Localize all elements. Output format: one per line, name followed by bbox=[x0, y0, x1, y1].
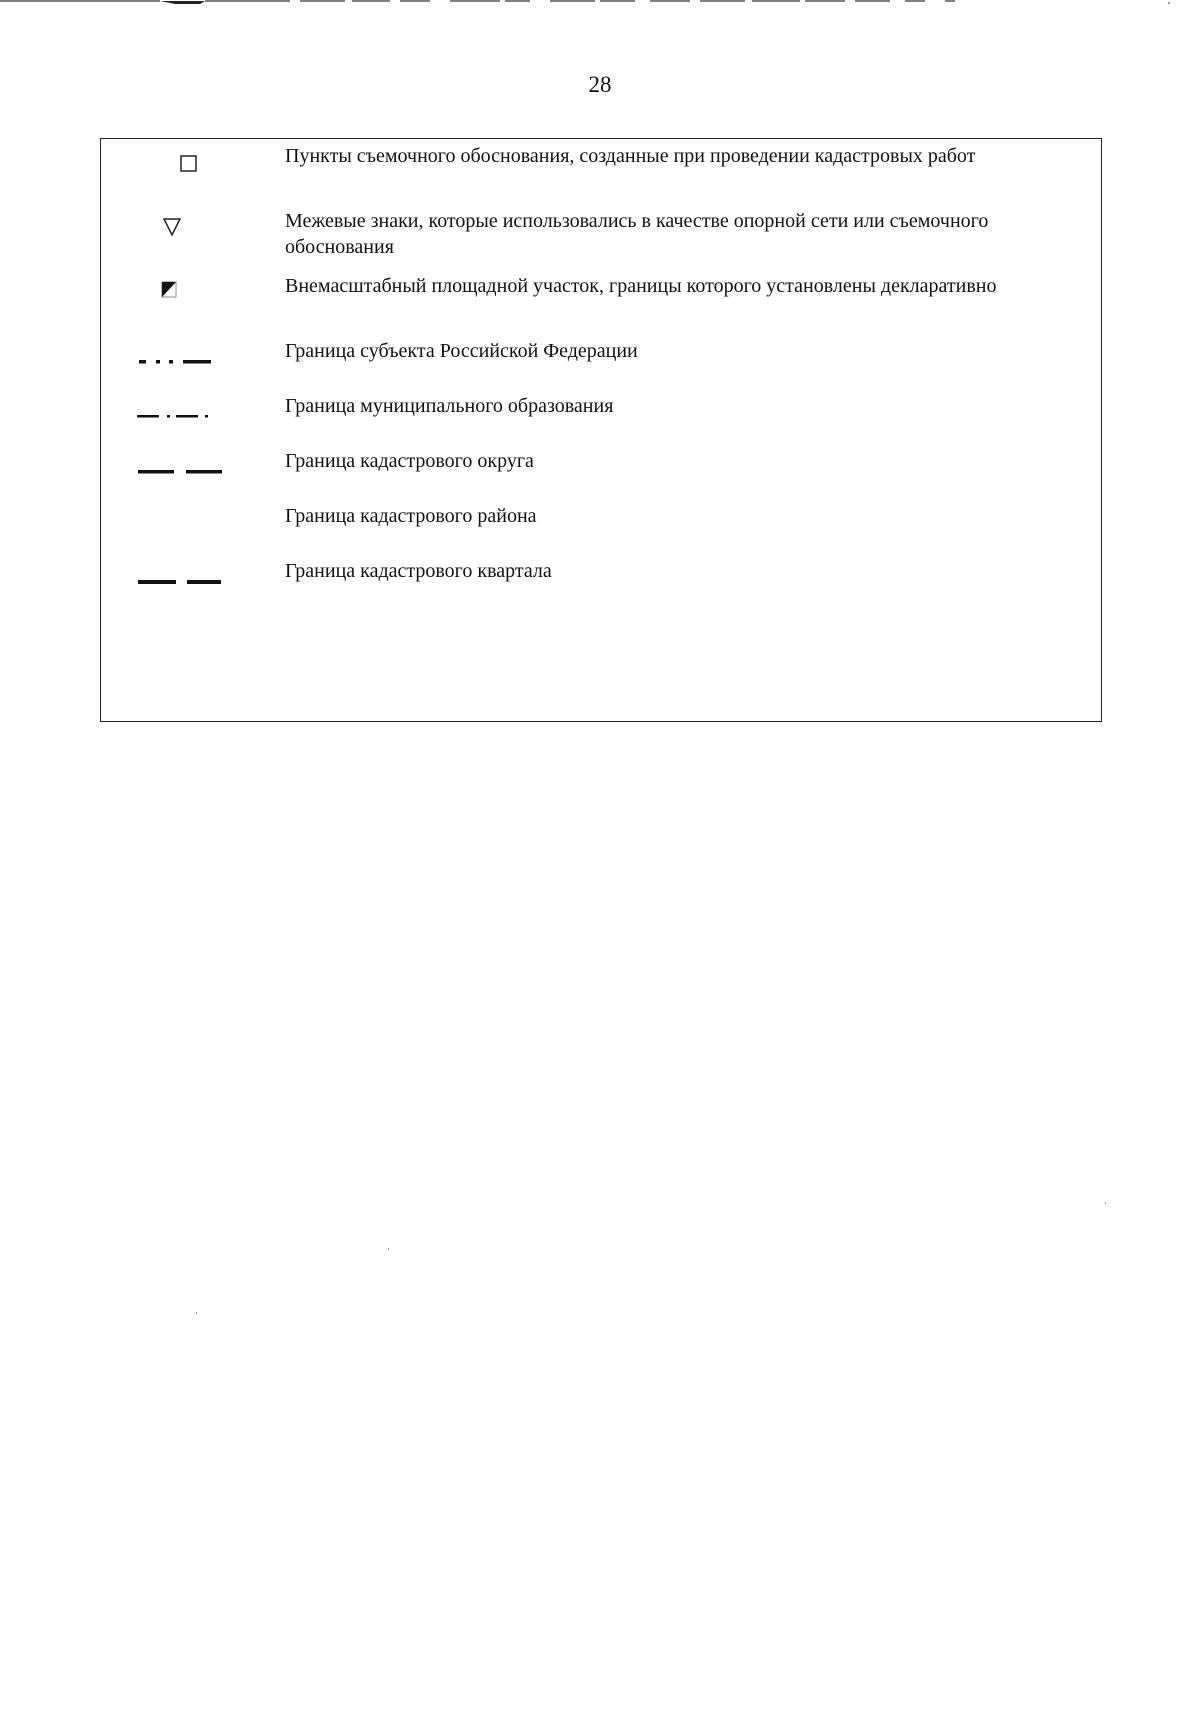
legend-item-label: Внемасштабный площадной участок, границы которого установлены декларативно bbox=[285, 275, 997, 297]
legend-item-label: Межевые знаки, которые использовались в качестве опорной сети или съемочного обоснования bbox=[285, 210, 989, 258]
legend-table bbox=[100, 138, 1102, 722]
scan-edge-line bbox=[0, 0, 960, 6]
scan-speck bbox=[1168, 2, 1170, 4]
legend-item-label: Пункты съемочного обоснования, созданные при проведении кадастровых работ bbox=[285, 145, 976, 167]
legend-item-label: Граница субъекта Российской Федерации bbox=[285, 340, 638, 362]
legend-item-label: Граница кадастрового района bbox=[285, 505, 537, 527]
scan-speck bbox=[1105, 1202, 1106, 1204]
legend-item-label: Граница кадастрового округа bbox=[285, 450, 534, 472]
scan-speck bbox=[388, 1248, 389, 1250]
legend-item-label: Граница муниципального образования bbox=[285, 395, 614, 417]
scan-speck bbox=[196, 1312, 197, 1314]
legend-item-label: Граница кадастрового квартала bbox=[285, 560, 552, 582]
page-number: 28 bbox=[588, 72, 612, 97]
